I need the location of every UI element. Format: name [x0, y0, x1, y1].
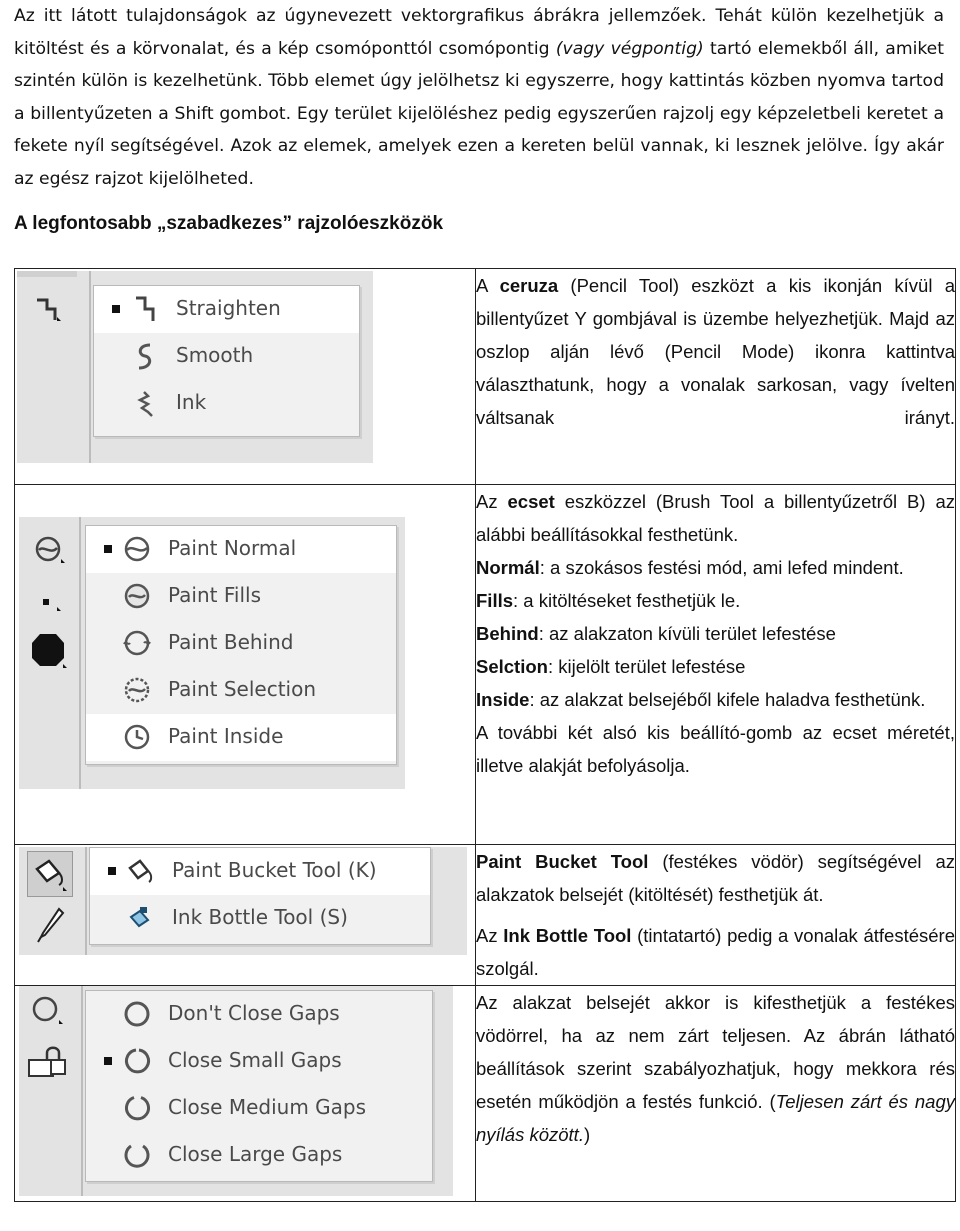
gaps-text-b: ) [583, 1124, 591, 1145]
menu-label-paint-fills: Paint Fills [168, 583, 261, 607]
section-heading: A legfontosabb „szabadkezes” rajzolóeszközök [14, 213, 444, 234]
gaps-description [476, 986, 956, 1202]
bucket-tool-screenshot [19, 847, 467, 955]
normal-text: : a szokásos festési mód, ami lefed mindent. [539, 557, 904, 578]
selected-bullet [104, 1057, 112, 1065]
bucket-text: (festékes vödör) segítségével az alakzatok belsejét (kitöltését) festhetjük át. [476, 851, 955, 905]
menu-item-paint-selection[interactable] [86, 667, 396, 714]
menu-item-dont-close-gaps[interactable] [86, 991, 432, 1038]
brush-text-b: eszközzel (Brush Tool a billentyűzetről B) az alábbi beállításokkal festhetünk. [476, 491, 955, 545]
ink-bottle-tool-icon [35, 905, 67, 945]
pencil-mode-menu [93, 285, 360, 437]
close-medium-gaps-icon [122, 1093, 152, 1123]
tools-table [14, 268, 956, 1202]
bucket-screenshot-cell [15, 845, 476, 986]
brush-mode-icon [33, 535, 67, 565]
menu-label-ink: Ink [176, 390, 207, 414]
menu-item-paint-fills[interactable] [86, 573, 396, 620]
fills-text: : a kitöltéseket festhetjük le. [513, 590, 741, 611]
selection-bold: Selction [476, 656, 548, 677]
bucket-description [476, 845, 956, 986]
paint-fills-icon [122, 581, 152, 611]
menu-item-ink-bottle[interactable] [90, 895, 430, 942]
menu-label-close-small-gaps: Close Small Gaps [168, 1048, 342, 1072]
behind-text: : az alakzaton kívüli terület lefestése [538, 623, 836, 644]
menu-item-close-large-gaps[interactable] [86, 1132, 432, 1179]
brush-screenshot-cell [15, 485, 476, 845]
inside-text: : az alakzat belsejéből kifele haladva festhetünk. [529, 689, 926, 710]
behind-bold: Behind [476, 623, 539, 644]
close-small-gaps-icon [122, 1046, 152, 1076]
menu-item-straighten[interactable] [94, 286, 359, 333]
brush-bold: ecset [507, 491, 555, 512]
brush-description [476, 485, 956, 845]
gap-size-icon [29, 994, 65, 1028]
menu-item-paint-behind[interactable] [86, 620, 396, 667]
menu-label-paint-selection: Paint Selection [168, 677, 317, 701]
gaps-italic: Teljesen zárt és nagy nyílás között. [476, 1091, 955, 1145]
selected-bullet [112, 305, 120, 313]
menu-label-straighten: Straighten [176, 296, 281, 320]
paint-bucket-tool-icon [31, 855, 69, 893]
brush-mode-screenshot [19, 517, 405, 789]
intro-italic: (vagy végpontig) [555, 38, 704, 59]
brush-shape-icon [29, 631, 69, 671]
menu-label-paint-bucket: Paint Bucket Tool (K) [172, 858, 377, 882]
gaps-text-a: Az alakzat belsejét akkor is kifesthetjük a festékes vödörrel, ha az nem zárt teljesen. Az ábrán látható beállítások szerint szabályozhatjuk, hogy mekkora rés esetén működjön a festés funkció. ( [476, 992, 955, 1112]
smooth-icon [130, 341, 160, 371]
inside-bold: Inside [476, 689, 530, 710]
inkbottle-text-a: Az [476, 925, 504, 946]
normal-bold: Normál [476, 557, 540, 578]
menu-label-paint-inside: Paint Inside [168, 724, 284, 748]
pencil-mode-icon [33, 297, 63, 323]
menu-item-ink[interactable] [94, 380, 359, 427]
paint-bucket-icon [126, 856, 156, 886]
straighten-icon [130, 294, 160, 324]
gap-size-menu [85, 990, 433, 1182]
paint-inside-icon [122, 722, 152, 752]
pencil-screenshot-cell [15, 269, 476, 485]
paint-behind-icon [122, 628, 152, 658]
paint-normal-icon [122, 534, 152, 564]
selected-bullet [104, 545, 112, 553]
ink-icon [130, 388, 160, 418]
menu-item-paint-normal[interactable] [86, 526, 396, 573]
pencil-mode-screenshot [17, 271, 373, 463]
bucket-bold: Paint Bucket Tool [476, 851, 649, 872]
menu-item-smooth[interactable] [94, 333, 359, 380]
intro-text-2: kezelhetjük a kitöltést és a körvonalat, és a kép csomóponttól csomópontig [14, 6, 944, 59]
brush-mode-menu [85, 525, 397, 765]
pencil-text-a: A [476, 275, 500, 296]
selection-text: : kijelölt terület lefestése [547, 656, 746, 677]
ink-bottle-icon [126, 903, 156, 933]
menu-label-paint-behind: Paint Behind [168, 630, 294, 654]
brush-extra: A további két alsó kis beállító-gomb az ecset méretét, illetve alakját befolyásolja. [476, 722, 955, 776]
menu-label-ink-bottle: Ink Bottle Tool (S) [172, 905, 348, 929]
menu-label-paint-normal: Paint Normal [168, 536, 297, 560]
menu-label-close-medium-gaps: Close Medium Gaps [168, 1095, 367, 1119]
selected-bullet [108, 867, 116, 875]
pencil-text-b: (Pencil Tool) eszközt a kis ikonján kívül a billentyűzet Y gombjával is üzembe helyezhetjük. Majd az oszlop alján lévő (Pencil Mode) ikonra kattintva választhatunk, hogy a vonalak sarkosan, vagy ívelten váltsanak irányt. [476, 275, 955, 428]
menu-item-paint-inside[interactable] [86, 714, 396, 761]
dont-close-gaps-icon [122, 999, 152, 1029]
brush-size-icon [41, 595, 65, 615]
menu-label-dont-close-gaps: Don't Close Gaps [168, 1001, 340, 1025]
pencil-description [476, 269, 956, 485]
inkbottle-bold: Ink Bottle Tool [503, 925, 632, 946]
fills-bold: Fills [476, 590, 514, 611]
gaps-screenshot-cell [15, 986, 476, 1202]
menu-item-paint-bucket[interactable] [90, 848, 430, 895]
pencil-bold: ceruza [499, 275, 559, 296]
close-large-gaps-icon [122, 1140, 152, 1170]
brush-text-a: Az [476, 491, 508, 512]
bucket-tool-menu [89, 847, 431, 945]
paint-selection-icon [122, 675, 152, 705]
menu-item-close-medium-gaps[interactable] [86, 1085, 432, 1132]
gap-size-screenshot [19, 986, 453, 1196]
intro-paragraph [14, 0, 944, 195]
menu-item-close-small-gaps[interactable] [86, 1038, 432, 1085]
intro-text-3: tartó elemekből áll, amiket szintén külön is kezelhetünk. Több elemet úgy jelölhetsz ki egyszerre, hogy kattintás közben nyomva tartod a billentyűzeten a Shift gombot. Egy terület kijelöléshez pedig egyszerűen rajzolj egy képzeletbeli keretet a fekete nyíl segítségével. Azok az elemek, amelyek ezen a kereten belül vannak, ki lesznek jelölve. Így akár az egész rajzot kijelölheted. [14, 38, 944, 189]
menu-label-smooth: Smooth [176, 343, 254, 367]
lock-fill-icon [25, 1042, 69, 1082]
menu-label-close-large-gaps: Close Large Gaps [168, 1142, 343, 1166]
inkbottle-text: (tintatartó) pedig a vonalak átfestésére szolgál. [476, 925, 955, 979]
intro-text-1: Az itt látott tulajdonságok az úgynevezett vektorgrafikus ábrákra jellemzőek. Tehát külön [14, 6, 818, 26]
